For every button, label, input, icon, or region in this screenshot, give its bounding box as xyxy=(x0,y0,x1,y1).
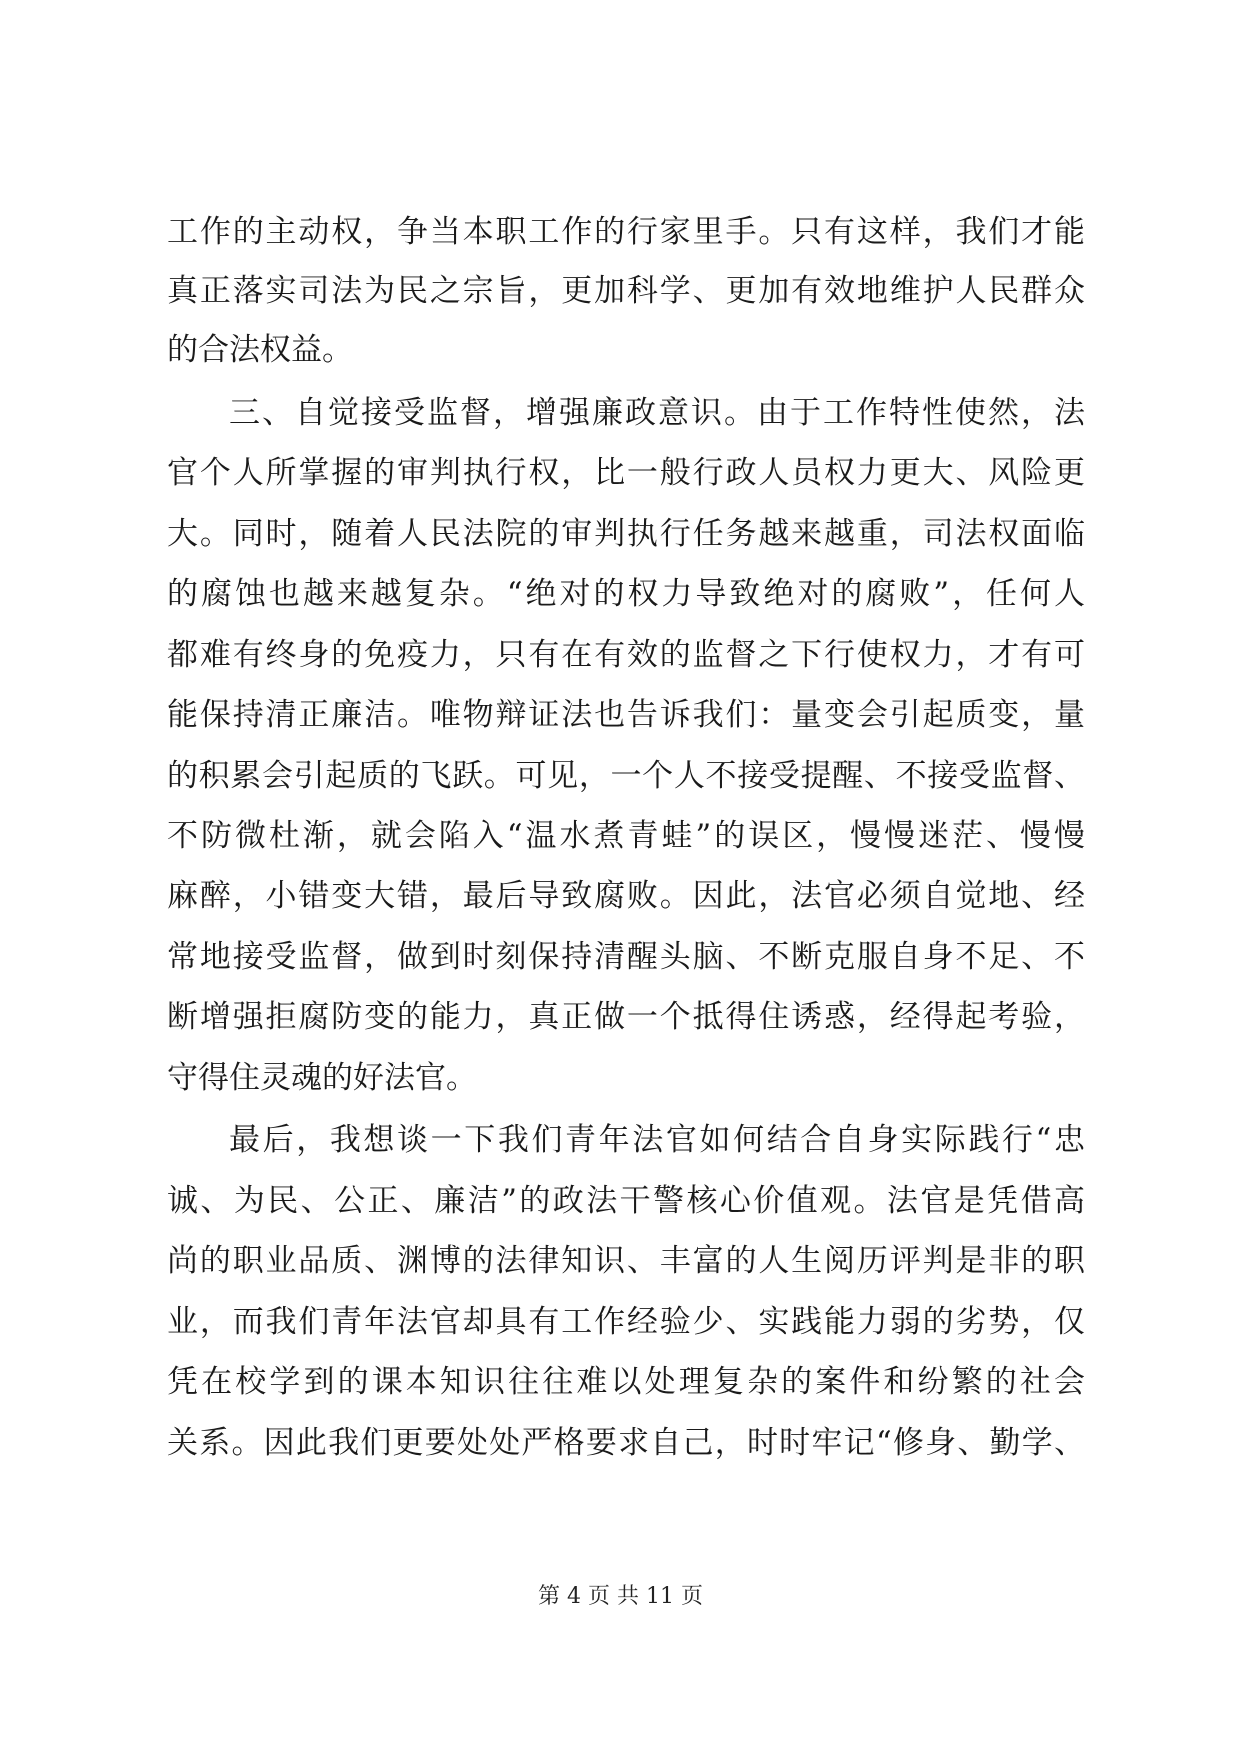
body-text-line: 关系。因此我们更要处处严格要求自己，时时牢记“修身、勤学、 xyxy=(167,1425,1085,1461)
body-text-line: 真正落实司法为民之宗旨，更加科学、更加有效地维护人民群众 xyxy=(167,273,1085,309)
body-text-line: 工作的主动权，争当本职工作的行家里手。只有这样，我们才能 xyxy=(167,214,1085,250)
body-text-line: 诚、为民、公正、廉洁”的政法干警核心价值观。法官是凭借高 xyxy=(167,1183,1085,1219)
paragraph-first-line: 三、自觉接受监督，增强廉政意识。由于工作特性使然，法 xyxy=(229,395,1085,431)
body-text-line: 官个人所掌握的审判执行权，比一般行政人员权力更大、风险更 xyxy=(167,455,1085,491)
paragraph-first-line: 最后，我想谈一下我们青年法官如何结合自身实际践行“忠 xyxy=(229,1122,1085,1158)
body-text-line: 常地接受监督，做到时刻保持清醒头脑、不断克服自身不足、不 xyxy=(167,939,1085,975)
page-number-footer: 第 4 页 共 11 页 xyxy=(538,1584,703,1609)
body-text-line: 断增强拒腐防变的能力，真正做一个抵得住诱惑，经得起考验， xyxy=(167,999,1085,1035)
body-text-line: 都难有终身的免疫力，只有在有效的监督之下行使权力，才有可 xyxy=(167,637,1085,673)
body-text-line: 不防微杜渐，就会陷入“温水煮青蛙”的误区，慢慢迷茫、慢慢 xyxy=(167,818,1085,854)
body-text-line: 业，而我们青年法官却具有工作经验少、实践能力弱的劣势，仅 xyxy=(167,1304,1085,1340)
body-text-line: 能保持清正廉洁。唯物辩证法也告诉我们：量变会引起质变，量 xyxy=(167,697,1085,733)
body-text-line: 大。同时，随着人民法院的审判执行任务越来越重，司法权面临 xyxy=(167,516,1085,552)
body-text-line: 的积累会引起质的飞跃。可见，一个人不接受提醒、不接受监督、 xyxy=(167,758,1085,794)
body-text-line: 的腐蚀也越来越复杂。“绝对的权力导致绝对的腐败”，任何人 xyxy=(167,576,1085,612)
body-text-line: 麻醉，小错变大错，最后导致腐败。因此，法官必须自觉地、经 xyxy=(167,878,1085,914)
body-text-line: 凭在校学到的课本知识往往难以处理复杂的案件和纷繁的社会 xyxy=(167,1364,1085,1400)
body-text-line: 尚的职业品质、渊博的法律知识、丰富的人生阅历评判是非的职 xyxy=(167,1243,1085,1279)
body-text-line: 守得住灵魂的好法官。 xyxy=(167,1060,477,1096)
body-text-line: 的合法权益。 xyxy=(167,332,353,368)
